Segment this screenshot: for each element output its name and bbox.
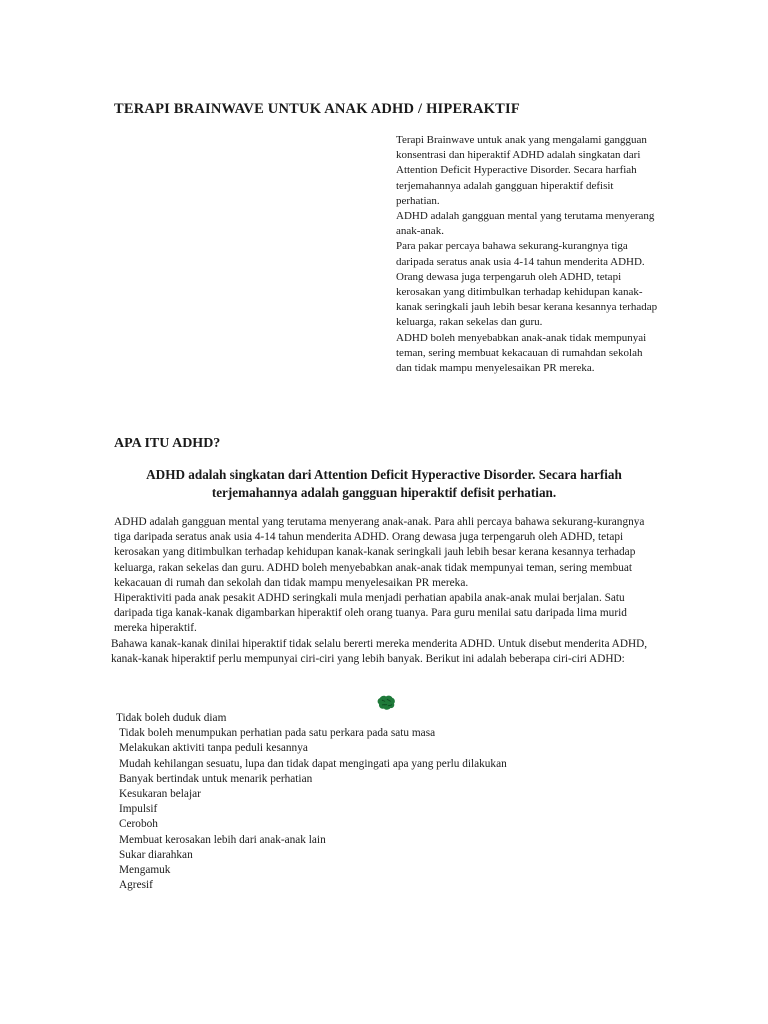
- intro-paragraph-3: Para pakar percaya bahawa sekurang-kurangnya tiga daripada seratus anak usia 4-14 tahun menderita ADHD. Orang dewasa juga terpengaruh oleh ADHD, tetapi kerosakan yang ditimbulkan terhadap kehidupan kanak-kanak seringkali jauh lebih besar kerana kesannya terhadap keluarga, rakan sekelas dan guru.: [396, 240, 658, 329]
- body-paragraph-2: Hiperaktiviti pada anak pesakit ADHD seringkali mula menjadi perhatian apabila anak-anak mulai berjalan. Satu daripada tiga kanak-kanak digambarkan hiperaktif oleh orang tuanya. Para guru menilai satu daripada lima murid mereka hiperaktif.: [114, 592, 627, 635]
- trait-list-item: Tidak boleh menumpukan perhatian pada satu perkara pada satu masa: [119, 727, 436, 740]
- section-heading: APA ITU ADHD?: [114, 436, 221, 451]
- trait-list-item: Kesukaran belajar: [119, 788, 201, 801]
- trait-list-item: Agresif: [119, 879, 153, 892]
- lead-definition: ADHD adalah singkatan dari Attention Deficit Hyperactive Disorder. Secara harfiah terjemahannya adalah gangguan hiperaktif defisit perhatian.: [146, 467, 622, 500]
- trait-list-item: Sukar diarahkan: [119, 848, 193, 861]
- brain-icon: [376, 695, 396, 711]
- page-title: TERAPI BRAINWAVE UNTUK ANAK ADHD / HIPERAKTIF: [114, 101, 520, 117]
- trait-list-item: Ceroboh: [119, 818, 158, 831]
- trait-list-item: Melakukan aktiviti tanpa peduli kesannya: [119, 742, 308, 755]
- body-text: [111, 515, 662, 667]
- intro-sidebox: [396, 133, 658, 376]
- trait-list-item: Membuat kerosakan lebih dari anak-anak lain: [119, 833, 326, 846]
- adhd-traits-list: [116, 711, 507, 893]
- intro-paragraph-1: Terapi Brainwave untuk anak yang mengalami gangguan konsentrasi dan hiperaktif ADHD adalah singkatan dari Attention Deficit Hyperactive Disorder. Secara harfiah terjemahannya adalah gangguan hiperaktif defisit perhatian.: [396, 134, 647, 207]
- trait-list-item: Mudah kehilangan sesuatu, lupa dan tidak dapat mengingati apa yang perlu dilakukan: [119, 757, 507, 770]
- trait-list-item: Banyak bertindak untuk menarik perhatian: [119, 772, 313, 785]
- intro-paragraph-2: ADHD adalah gangguan mental yang terutama menyerang anak-anak.: [396, 210, 655, 238]
- trait-list-item: Impulsif: [119, 803, 158, 816]
- body-paragraph-3: Bahawa kanak-kanak dinilai hiperaktif tidak selalu bererti mereka menderita ADHD. Untuk disebut menderita ADHD, kanak-kanak hiperaktif perlu mempunyai ciri-ciri yang lebih banyak. Berikut ini adalah beberapa ciri-ciri ADHD:: [111, 637, 648, 665]
- intro-paragraph-4: ADHD boleh menyebabkan anak-anak tidak mempunyai teman, sering membuat kekacauan di rumahdan sekolah dan tidak mampu menyelesaikan PR mereka.: [396, 331, 647, 375]
- trait-list-item: Tidak boleh duduk diam: [116, 712, 227, 724]
- trait-list-item: Mengamuk: [119, 864, 171, 877]
- body-paragraph-1: ADHD adalah gangguan mental yang terutama menyerang anak-anak. Para ahli percaya bahawa sekurang-kurangnya tiga daripada seratus anak usia 4-14 tahun menderita ADHD. Orang dewasa juga terpengaruh oleh ADHD, tetapi kerosakan yang ditimbulkan terhadap kehidupan kanak-kanak seringkali jauh lebih besar kerana kesannya terhadap keluarga, rakan sekelas dan guru. ADHD boleh menyebabkan anak-anak tidak mempunyai teman, sering membuat kekacauan di rumah dan sekolah dan tidak mampu menyelesaikan PR mereka.: [114, 516, 645, 589]
